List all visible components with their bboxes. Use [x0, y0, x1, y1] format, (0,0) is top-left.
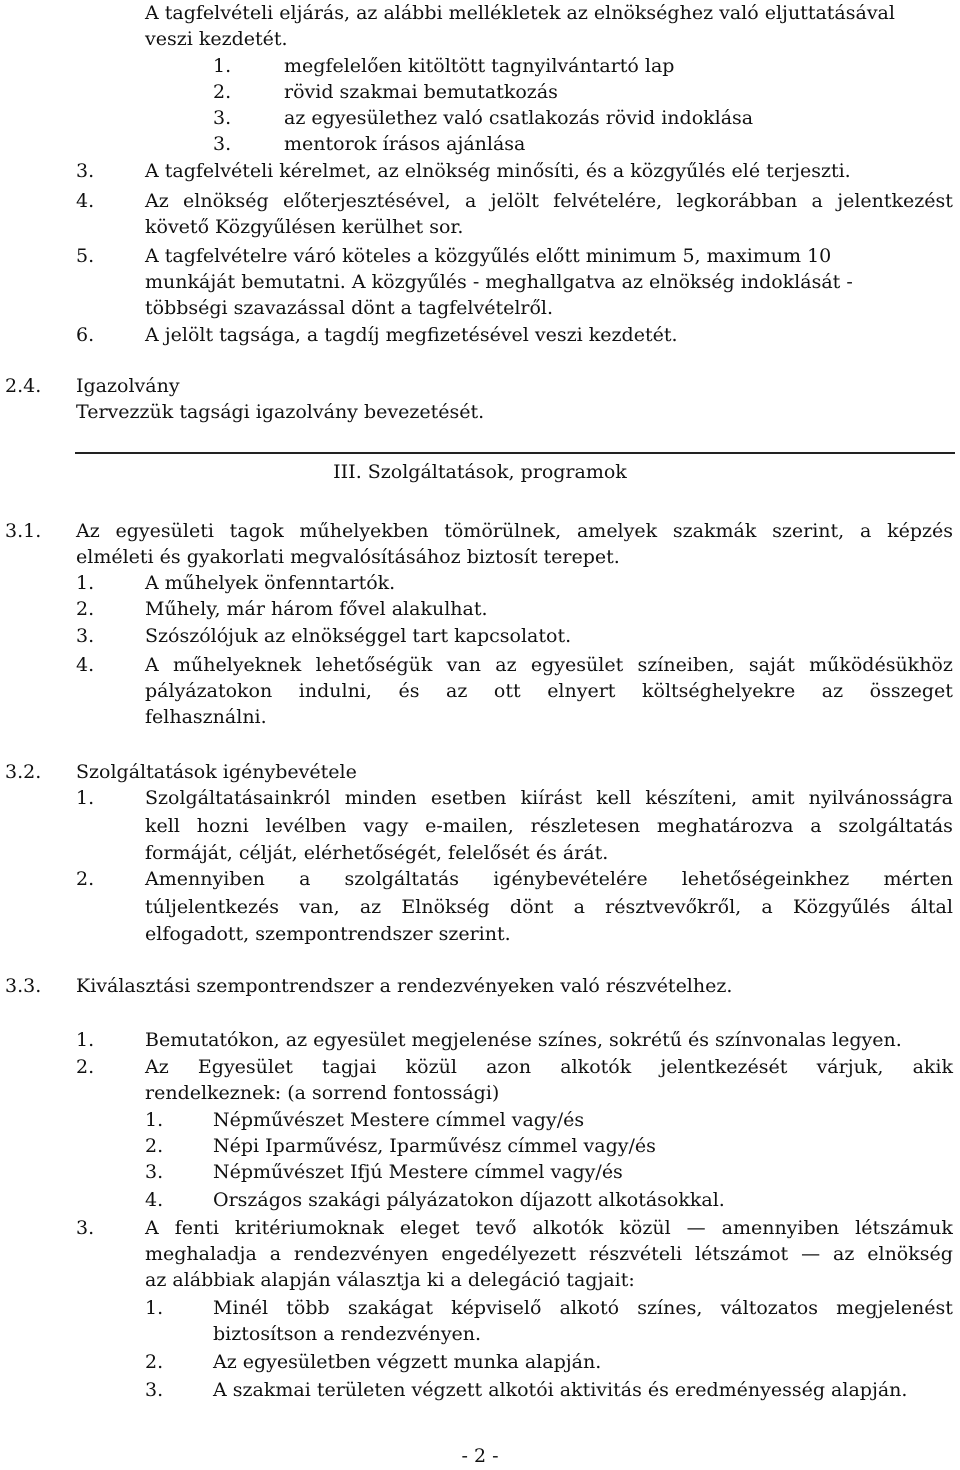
word: több: [286, 1297, 330, 1319]
word: megjelenést: [836, 1297, 953, 1319]
step-number: 3.: [76, 160, 95, 182]
word: várjuk,: [816, 1056, 884, 1078]
word: hozni: [196, 815, 249, 837]
word: előterjesztésével,: [283, 190, 451, 212]
word: a: [810, 815, 822, 837]
attachment-number: 3.: [213, 107, 232, 129]
word: a: [269, 1243, 282, 1265]
word: költséghelyekre: [642, 680, 796, 702]
sublist-item: Népművészet Ifjú Mestere címmel vagy/és: [213, 1161, 623, 1183]
section-text: elméleti és gyakorlati megvalósításához biztosít terepet.: [76, 546, 620, 568]
word: tagok: [229, 520, 284, 542]
list-item: formáját, célját, elérhetőségét, felelősét és árát.: [145, 842, 609, 864]
intro-line-1: A tagfelvételi eljárás, az alábbi mellékletek az elnökséghez való eljuttatásával: [145, 2, 895, 24]
word: az: [833, 1243, 855, 1265]
word: felvételére,: [553, 190, 663, 212]
word: Egyesület: [197, 1056, 293, 1078]
list-item: az alábbiak alapján választja ki a delegáció tagjait:: [145, 1269, 635, 1291]
list-item: [145, 866, 953, 892]
sublist-item: Az egyesületben végzett munka alapján.: [213, 1351, 602, 1373]
list-number: 1.: [76, 1029, 95, 1051]
list-item: Szószólójuk az elnökséggel tart kapcsolatot.: [145, 625, 572, 647]
word: esetben: [430, 787, 507, 809]
word: tagjai: [322, 1056, 377, 1078]
section-number: 3.2.: [5, 761, 42, 783]
word: szolgáltatás: [344, 868, 460, 890]
sublist-item: Népi Iparművész, Iparművész címmel vagy/és: [213, 1135, 656, 1157]
list-number: 1.: [76, 572, 95, 594]
sublist-number: 2.: [145, 1351, 164, 1373]
list-number: 4.: [76, 654, 95, 676]
list-number: 2.: [76, 1056, 95, 1078]
word: eleget: [399, 1217, 460, 1239]
word: e-mailen,: [425, 815, 514, 837]
word: túljelentkezés: [145, 896, 280, 918]
word: van: [446, 654, 481, 676]
word: —: [801, 1243, 821, 1265]
word: ott: [493, 680, 521, 702]
step-number: 6.: [76, 324, 95, 346]
sublist-number: 1.: [145, 1297, 164, 1319]
horizontal-rule: [75, 452, 955, 454]
word: amelyek: [576, 520, 658, 542]
word: működésükhöz: [809, 654, 953, 676]
word: meghatározva: [656, 815, 794, 837]
attachment-number: 3.: [213, 133, 232, 155]
sublist-number: 4.: [145, 1189, 164, 1211]
list-number: 3.: [76, 625, 95, 647]
word: Közgyűlés: [792, 896, 891, 918]
word: meghaladja: [145, 1243, 257, 1265]
word: levélben: [265, 815, 347, 837]
word: létszámot: [695, 1243, 789, 1265]
word: pályázatokon: [145, 680, 273, 702]
section-number: 2.4.: [5, 375, 42, 397]
word: fenti: [174, 1217, 219, 1239]
step-line: A tagfelvételi kérelmet, az elnökség minősíti, és a közgyűlés elé terjeszti.: [145, 160, 851, 182]
step-number: 4.: [76, 190, 95, 212]
attachment-text: rövid szakmai bemutatkozás: [284, 81, 558, 103]
attachment-number: 2.: [213, 81, 232, 103]
word: alkotók: [532, 1217, 604, 1239]
word: Elnökség: [401, 896, 490, 918]
list-item: [145, 785, 953, 811]
sublist-item: biztosítson a rendezvényen.: [213, 1323, 482, 1345]
word: Az: [76, 520, 100, 542]
word: kell: [145, 815, 180, 837]
attachment-text: mentorok írásos ajánlása: [284, 133, 526, 155]
word: kiírást: [520, 787, 583, 809]
word: igénybevételére: [493, 868, 648, 890]
section-title: Szolgáltatások igénybevétele: [76, 761, 357, 783]
word: az: [821, 680, 844, 702]
word: közül: [405, 1056, 457, 1078]
word: elnökség: [183, 190, 269, 212]
word: jelölt: [490, 190, 539, 212]
word: van,: [299, 896, 340, 918]
word: és: [398, 680, 420, 702]
word: lehetőségeinkhez: [681, 868, 850, 890]
step-line: munkáját bemutatni. A közgyűlés - meghallgatva az elnökség indoklását -: [145, 271, 853, 293]
word: Amennyiben: [145, 868, 265, 890]
word: részletesen: [530, 815, 641, 837]
section-number: 3.3.: [5, 975, 42, 997]
word: közül: [619, 1217, 671, 1239]
word: alkotók: [560, 1056, 632, 1078]
word: képviselő: [451, 1297, 542, 1319]
word: műhelyeknek: [173, 654, 302, 676]
word: amennyiben: [721, 1217, 840, 1239]
word: a: [299, 868, 311, 890]
word: tevő: [475, 1217, 517, 1239]
word: mérten: [883, 868, 953, 890]
word: résztvevőkről,: [605, 896, 742, 918]
word: készíteni,: [645, 787, 738, 809]
step-line: követő Közgyűlésen kerülhet sor.: [145, 216, 464, 238]
sublist-number: 2.: [145, 1135, 164, 1157]
word: a: [859, 520, 872, 542]
step-line: A tagfelvételre váró köteles a közgyűlés előtt minimum 5, maximum 10: [145, 245, 832, 267]
step-line: többségi szavazással dönt a tagfelvételről.: [145, 297, 554, 319]
word: jelentkezését: [660, 1056, 788, 1078]
sublist-number: 3.: [145, 1161, 164, 1183]
attachment-text: az egyesülethez való csatlakozás rövid indoklása: [284, 107, 754, 129]
word: engedélyezett: [441, 1243, 577, 1265]
word: azon: [486, 1056, 532, 1078]
word: rendezvényen: [293, 1243, 429, 1265]
word: a: [464, 190, 477, 212]
word: lehetőségük: [315, 654, 433, 676]
word: egyesület: [530, 654, 624, 676]
word: Szolgáltatásainkról: [145, 787, 331, 809]
word: dönt: [509, 896, 554, 918]
sublist-number: 1.: [145, 1109, 164, 1131]
word: által: [910, 896, 953, 918]
word: alkotó: [559, 1297, 620, 1319]
word: a: [761, 896, 773, 918]
word: az: [359, 896, 382, 918]
word: legkorábban: [676, 190, 798, 212]
word: kell: [596, 787, 632, 809]
word: amit: [751, 787, 795, 809]
word: Az: [145, 190, 169, 212]
page-number: - 2 -: [461, 1445, 499, 1467]
list-item: [145, 1054, 953, 1080]
list-item: [145, 678, 953, 704]
sublist-item: Népművészet Mestere címmel vagy/és: [213, 1109, 585, 1131]
section-title: Igazolvány: [76, 375, 180, 397]
word: akik: [912, 1056, 953, 1078]
chapter-title: III. Szolgáltatások, programok: [333, 461, 627, 483]
word: saját: [748, 654, 795, 676]
list-item: [145, 813, 953, 839]
word: A: [145, 1217, 159, 1239]
word: A: [145, 654, 159, 676]
sublist-number: 3.: [145, 1379, 164, 1401]
word: az: [446, 680, 468, 702]
word: színes,: [637, 1297, 703, 1319]
list-item: elfogadott, szempontrendszer szerint.: [145, 923, 511, 945]
section-text: [76, 518, 953, 544]
word: változatos: [720, 1297, 818, 1319]
list-item: felhasználni.: [145, 706, 267, 728]
list-item: [145, 652, 953, 678]
word: kritériumoknak: [234, 1217, 384, 1239]
word: összeget: [869, 680, 953, 702]
step-line: A jelölt tagsága, a tagdíj megfizetésével veszi kezdetét.: [145, 324, 678, 346]
section-number: 3.1.: [5, 520, 42, 542]
attachment-number: 1.: [213, 55, 232, 77]
word: színeiben,: [637, 654, 735, 676]
word: műhelyekben: [299, 520, 429, 542]
list-number: 2.: [76, 868, 95, 890]
word: tömörülnek,: [444, 520, 562, 542]
word: vagy: [363, 815, 409, 837]
word: —: [686, 1217, 706, 1239]
word: elnyert: [547, 680, 616, 702]
word: szerint,: [772, 520, 845, 542]
word: az: [495, 654, 517, 676]
word: szakmák: [672, 520, 757, 542]
word: egyesületi: [115, 520, 214, 542]
sublist-item: A szakmai területen végzett alkotói aktivitás és eredményesség alapján.: [213, 1379, 908, 1401]
section-text: Tervezzük tagsági igazolvány bevezetését.: [76, 401, 485, 423]
list-item: [145, 1241, 953, 1267]
word: a: [573, 896, 585, 918]
list-item: [145, 894, 953, 920]
sublist-item: [213, 1295, 953, 1321]
word: indulni,: [298, 680, 372, 702]
list-item: A műhelyek önfenntartók.: [145, 572, 396, 594]
list-number: 2.: [76, 598, 95, 620]
attachment-text: megfelelően kitöltött tagnyilvántartó lap: [284, 55, 675, 77]
word: részvételi: [589, 1243, 683, 1265]
word: Minél: [213, 1297, 269, 1319]
list-item: [145, 1215, 953, 1241]
word: a: [811, 190, 823, 212]
word: nyilvánosságra: [808, 787, 953, 809]
list-item: Műhely, már három fővel alakulhat.: [145, 598, 488, 620]
word: elnökség: [867, 1243, 953, 1265]
section-title: Kiválasztási szempontrendszer a rendezvényeken való részvételhez.: [76, 975, 733, 997]
list-number: 1.: [76, 787, 95, 809]
word: szolgáltatás: [838, 815, 953, 837]
intro-line-2: veszi kezdetét.: [145, 28, 288, 50]
word: jelentkezést: [837, 190, 953, 212]
list-item: Bemutatókon, az egyesület megjelenése színes, sokrétű és színvonalas legyen.: [145, 1029, 902, 1051]
word: szakágat: [347, 1297, 433, 1319]
word: létszámuk: [855, 1217, 953, 1239]
list-number: 3.: [76, 1217, 95, 1239]
word: minden: [344, 787, 417, 809]
step-number: 5.: [76, 245, 95, 267]
list-item: rendelkeznek: (a sorrend fontossági): [145, 1082, 500, 1104]
word: képzés: [887, 520, 953, 542]
word: Az: [145, 1056, 169, 1078]
step-line: [145, 188, 953, 214]
sublist-item: Országos szakági pályázatokon díjazott alkotásokkal.: [213, 1189, 725, 1211]
